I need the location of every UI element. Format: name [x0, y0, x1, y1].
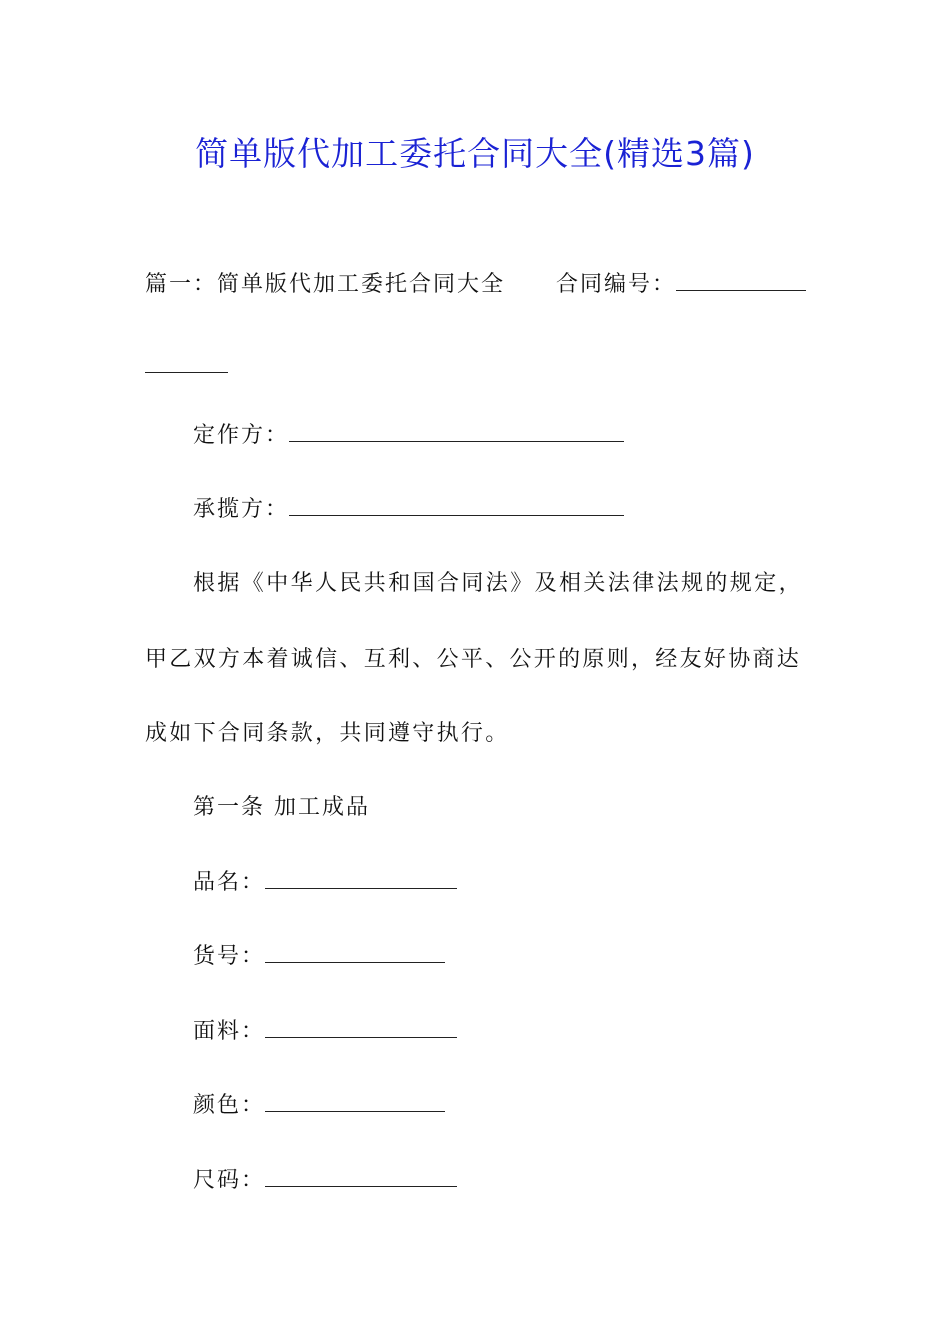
field-label: 尺码：	[193, 1168, 266, 1193]
field-label: 颜色：	[193, 1093, 266, 1118]
field-size	[193, 1166, 457, 1196]
contract-no-label: 合同编号：	[556, 272, 677, 297]
field-label: 品名：	[193, 870, 266, 895]
field-label: 面料：	[193, 1019, 266, 1044]
contractor-line	[193, 421, 624, 451]
field-blank	[265, 942, 445, 963]
preamble-line-1: 根据《中华人民共和国合同法》及相关法律法规的规定，	[193, 571, 804, 596]
contract-no-blank	[676, 270, 806, 291]
field-blank	[265, 1017, 457, 1038]
field-fabric	[193, 1017, 457, 1047]
contractor-label: 定作方：	[193, 423, 290, 448]
field-label: 货号：	[193, 944, 266, 969]
field-blank	[265, 1091, 445, 1112]
document-title: 简单版代加工委托合同大全(精选3篇)	[195, 134, 755, 173]
chapter-label: 篇一：简单版代加工委托合同大全	[145, 272, 506, 297]
field-blank	[265, 1166, 457, 1187]
contract-no-blank-continued	[145, 352, 228, 373]
undertaker-line	[193, 495, 624, 525]
field-product-name	[193, 868, 457, 898]
field-item-number	[193, 942, 445, 972]
undertaker-label: 承揽方：	[193, 497, 290, 522]
contract-no-line	[556, 270, 806, 300]
intro-line	[145, 270, 505, 300]
contractor-blank	[289, 421, 624, 442]
article-1-heading: 第一条 加工成品	[193, 795, 370, 820]
preamble-line-3: 成如下合同条款，共同遵守执行。	[145, 721, 510, 746]
undertaker-blank	[289, 495, 624, 516]
field-color	[193, 1091, 445, 1121]
field-blank	[265, 868, 457, 889]
preamble-line-2: 甲乙双方本着诚信、互利、公平、公开的原则，经友好协商达	[145, 647, 802, 672]
